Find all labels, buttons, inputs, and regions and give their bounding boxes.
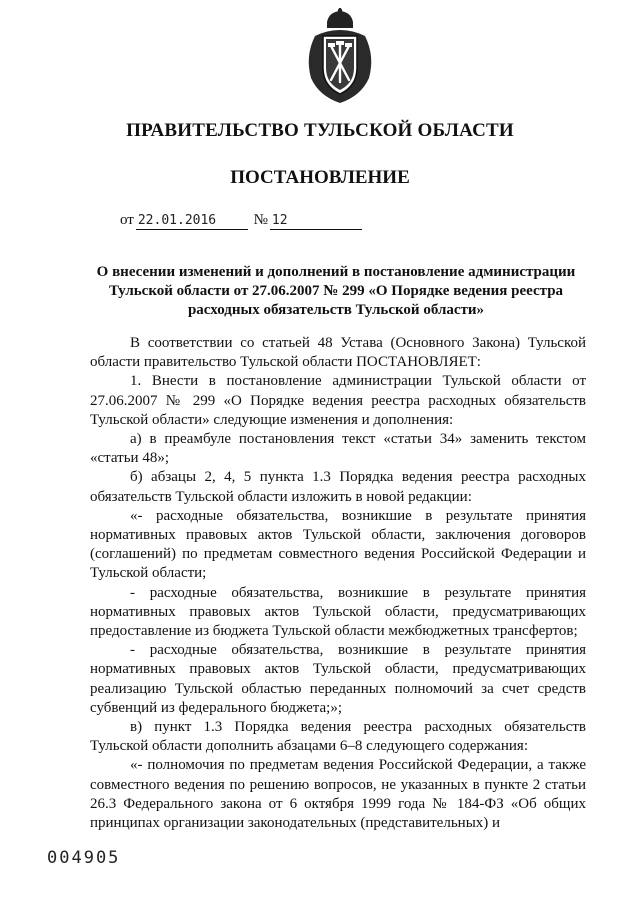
date-number-line — [118, 212, 362, 230]
paragraph: а) в преамбуле постановления текст «статьи 34» заменить текстом «статьи 48»; — [90, 431, 586, 467]
paragraph: «- полномочия по предметам ведения Российской Федерации, а также совместного ведения по решению вопросов, не указанных в пункте 2 статьи 26.3 Федерального закона от 6 октября 1999 года № 184-ФЗ «Об общих принципах организации законодательных (представительных) и — [90, 757, 586, 832]
paragraph: В соответствии со статьей 48 Устава (Основного Закона) Тульской области правительство Тульской области ПОСТАНОВЛЯЕТ: — [90, 335, 586, 371]
document-number: 12 — [270, 213, 362, 230]
paragraph: «- расходные обязательства, возникшие в результате принятия нормативных правовых актов Тульской области, заключения договоров (соглашений) по предметам совместного ведения Российской Федерации и Тульской области; — [90, 507, 586, 582]
paragraph: 1. Внести в постановление администрации Тульской области от 27.06.2007 № 299 «О Порядке ведения реестра расходных обязательств Тульской области» следующие изменения и дополнения: — [90, 373, 586, 428]
paragraph: б) абзацы 2, 4, 5 пункта 1.3 Порядка ведения реестра расходных обязательств Тульской области изложить в новой редакции: — [90, 469, 586, 505]
paragraph: в) пункт 1.3 Порядка ведения реестра расходных обязательств Тульской области дополнить абзацами 6–8 следующего содержания: — [90, 719, 586, 755]
coat-of-arms-icon — [301, 8, 379, 104]
document-date: 22.01.2016 — [136, 213, 248, 230]
paragraph: - расходные обязательства, возникшие в результате принятия нормативных правовых актов Тульской области, предусматривающих предоставление из бюджета Тульской области межбюджетных трансфертов; — [90, 584, 586, 640]
document-type: ПОСТАНОВЛЕНИЕ — [230, 167, 410, 188]
date-prefix: от — [120, 212, 134, 228]
number-prefix: № — [253, 212, 268, 228]
document-body — [90, 334, 586, 833]
document-subject: О внесении изменений и дополнений в постановление администрации Тульской области от 27.06.2007 № 299 «О Порядке ведения реестра расходных обязательств Тульской области» — [96, 264, 576, 318]
paragraph: - расходные обязательства, возникшие в результате принятия нормативных правовых актов Тульской области, предусматривающих реализацию Тульской областью переданных полномочий за счет средств субвенций из федерального бюджета;»; — [90, 642, 586, 716]
serial-number: 004905 — [47, 848, 121, 868]
government-title: ПРАВИТЕЛЬСТВО ТУЛЬСКОЙ ОБЛАСТИ — [126, 120, 514, 141]
